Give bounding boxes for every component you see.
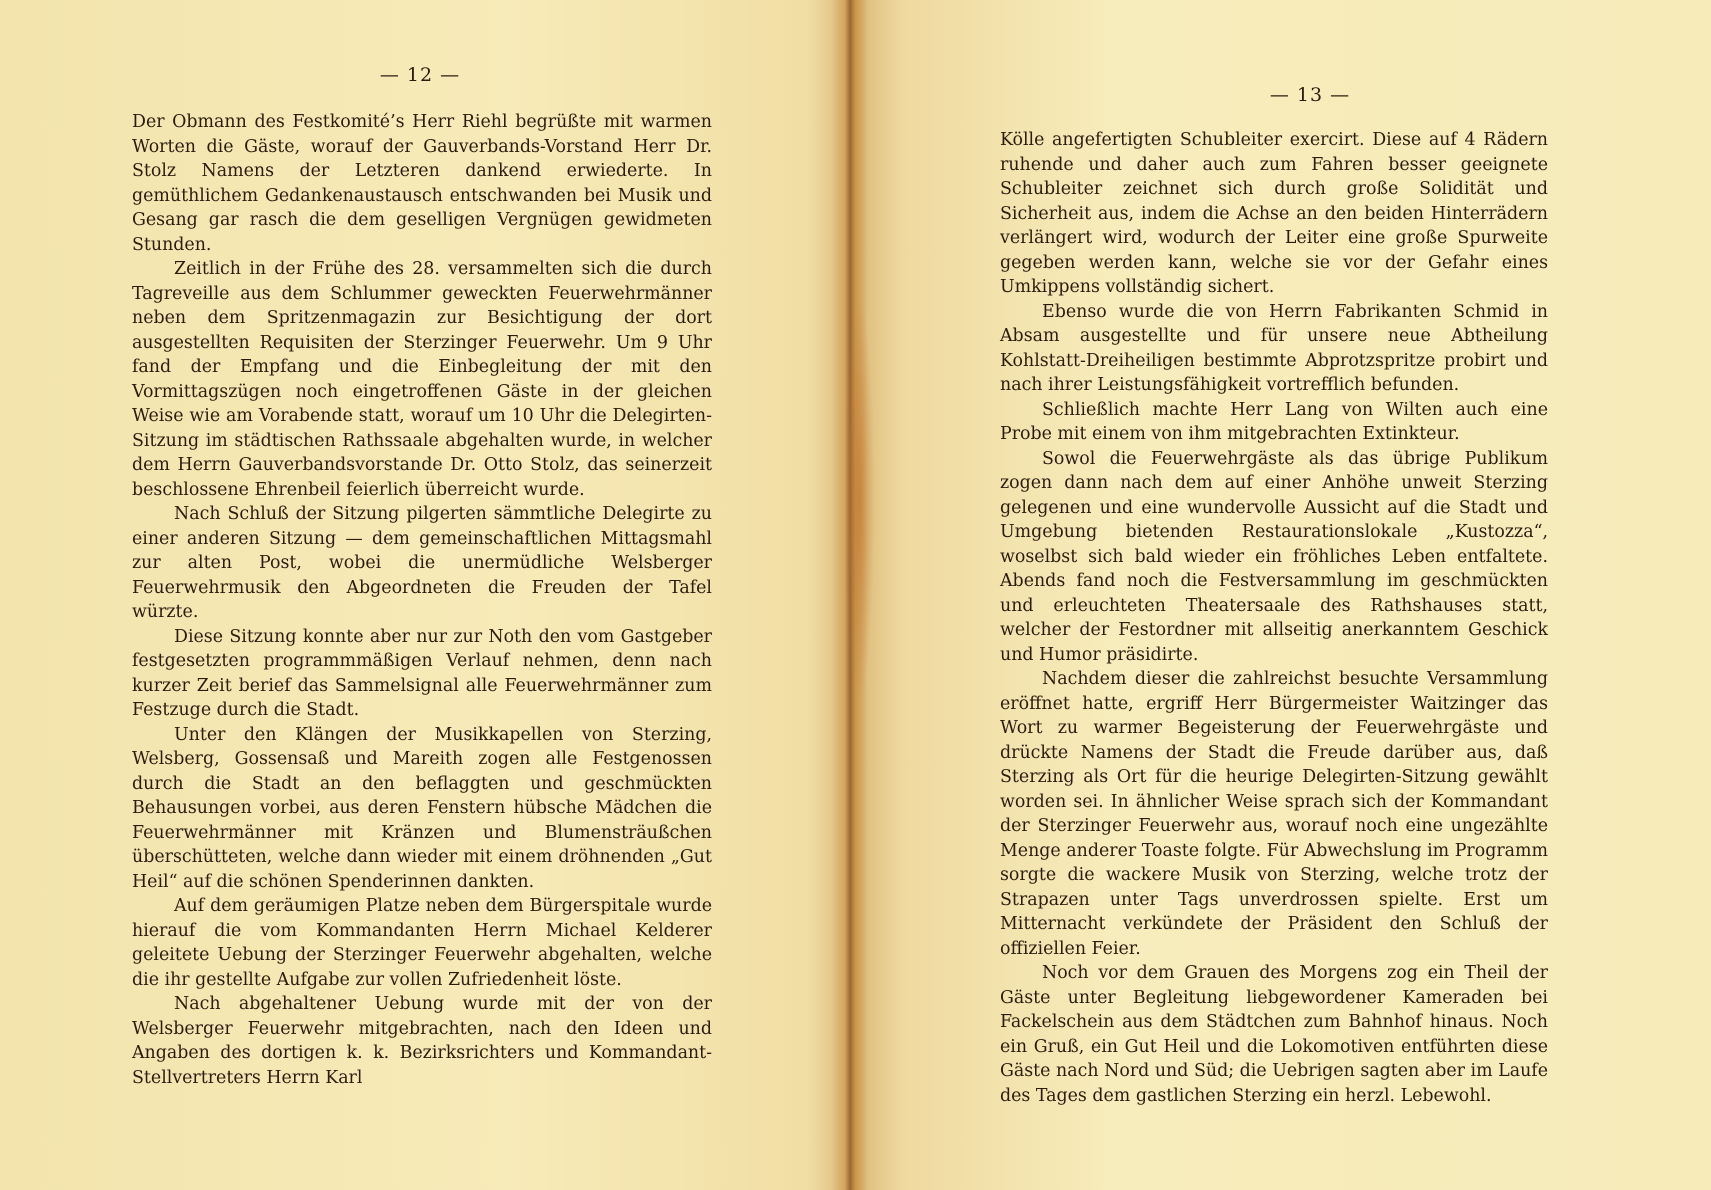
paragraph: Sowol die Feuerwehrgäste als das übrige Publikum zogen dann nach dem auf einer Anhöhe unweit Sterzing gelegenen und eine wundervolle Aussicht auf die Stadt und Umgebung bietenden Restaurationslokale „Kustozza“, woselbst sich bald wieder ein fröhliches Leben entfaltete. Abends fand noch die Festversammlung im geschmückten und erleuchteten Theatersaale des Rathshauses statt, welcher der Festordner mit allseitig anerkanntem Geschick und Humor präsidirte.	[1000, 448, 1548, 665]
paragraph: Noch vor dem Grauen des Morgens zog ein Theil der Gäste unter Begleitung liebgewordener Kameraden bei Fackelschein aus dem Städtchen zum Bahnhof hinaus. Noch ein Gruß, ein Gut Heil und die Lokomotiven entführten diese Gäste nach Nord und Süd; die Uebrigen sagten aber im Laufe des Tages dem gastlichen Sterzing ein herzl. Lebewohl.	[1000, 963, 1548, 1106]
paragraph: Der Obmann des Festkomité’s Herr Riehl begrüßte mit warmen Worten die Gäste, worauf der Gauverbands-Vorstand Herr Dr. Stolz Namens der Letzteren dankend erwiederte. In gemüthlichem Gedankenaustausch entschwanden bei Musik und Gesang gar rasch die dem geselligen Vergnügen gewidmeten Stunden.	[132, 112, 712, 255]
page-body	[132, 110, 712, 1090]
paragraph: Auf dem geräumigen Platze neben dem Bürgerspitale wurde hierauf die vom Kommandanten Herrn Michael Kelderer geleitete Uebung der Sterzinger Feuerwehr abgehalten, welche die ihr gestellte Aufgabe zur vollen Zufriedenheit löste.	[132, 896, 712, 990]
page-number: — 12 —	[379, 64, 461, 86]
paragraph: Nach Schluß der Sitzung pilgerten sämmtliche Delegirte zu einer anderen Sitzung — dem gemeinschaftlichen Mittagsmahl zur alten Post, wobei die unermüdliche Welsberger Feuerwehrmusik den Abgeordneten die Freuden der Tafel würzte.	[132, 504, 712, 622]
paper-stain	[845, 300, 875, 700]
page-number: — 13 —	[1269, 84, 1351, 106]
paragraph: Diese Sitzung konnte aber nur zur Noth den vom Gastgeber festgesetzten programmmäßigen Verlauf nehmen, denn nach kurzer Zeit berief das Sammelsignal alle Feuerwehrmänner zum Festzuge durch die Stadt.	[132, 626, 712, 720]
page-body	[1000, 128, 1548, 1108]
paragraph: Zeitlich in der Frühe des 28. versammelten sich die durch Tagreveille aus dem Schlummer geweckten Feuerwehrmänner neben dem Spritzenmagazin zur Besichtigung der dort ausgestellten Requisiten der Sterzinger Feuerwehr. Um 9 Uhr fand der Empfang und die Einbegleitung der mit den Vormittagszügen noch eingetroffenen Gäste in der gleichen Weise wie am Vorabende statt, worauf um 10 Uhr die Delegirten-Sitzung im städtischen Rathssaale abgehalten wurde, in welcher dem Herrn Gauverbandsvorstande Dr. Otto Stolz, das seinerzeit beschlossene Ehrenbeil feierlich überreicht wurde.	[132, 259, 712, 500]
paragraph: Nach abgehaltener Uebung wurde mit der von der Welsberger Feuerwehr mitgebrachten, nach den Ideen und Angaben des dortigen k. k. Bezirksrichters und Kommandant-Stellvertreters Herrn Karl	[132, 994, 712, 1088]
paragraph: Nachdem dieser die zahlreichst besuchte Versammlung eröffnet hatte, ergriff Herr Bürgermeister Waitzinger das Wort zu warmer Begeisterung der Feuerwehrgäste und drückte Namens der Stadt die Freude darüber aus, daß Sterzing als Ort für die heurige Delegirten-Sitzung gewählt worden sei. In ähnlicher Weise sprach sich der Kommandant der Sterzinger Feuerwehr aus, worauf noch eine ungezählte Menge anderer Toaste folgte. Für Abwechslung im Programm sorgte die wackere Musik von Sterzing, welche trotz der Strapazen unter Tags unverdrossen spielte. Erst um Mitternacht verkündete der Präsident den Schluß der offiziellen Feier.	[1000, 669, 1548, 959]
left-page	[0, 0, 850, 1190]
paragraph: Kölle angefertigten Schubleiter exercirt. Diese auf 4 Rädern ruhende und daher auch zum Fahren besser geeignete Schubleiter zeichnet sich durch große Solidität und Sicherheit aus, indem die Achse an den beiden Hinterrädern verlängert wird, wodurch der Leiter eine große Spurweite gegeben werden kann, welche sie vor der Gefahr eines Umkippens vollständig sichert.	[1000, 130, 1548, 297]
paragraph: Unter den Klängen der Musikkapellen von Sterzing, Welsberg, Gossensaß und Mareith zogen alle Festgenossen durch die Stadt an den beflaggten und geschmückten Behausungen vorbei, aus deren Fenstern hübsche Mädchen die Feuerwehrmänner mit Kränzen und Blumensträußchen überschütteten, welche dann wieder mit einem dröhnenden „Gut Heil“ auf die schönen Spenderinnen dankten.	[132, 724, 712, 892]
paragraph: Ebenso wurde die von Herrn Fabrikanten Schmid in Absam ausgestellte und für unsere neue Abtheilung Kohlstatt-Dreiheiligen bestimmte Abprotzspritze probirt und nach ihrer Leistungsfähigkeit vortrefflich befunden.	[1000, 301, 1548, 395]
right-page	[850, 0, 1711, 1190]
paragraph: Schließlich machte Herr Lang von Wilten auch eine Probe mit einem von ihm mitgebrachten Extinkteur.	[1000, 399, 1548, 444]
